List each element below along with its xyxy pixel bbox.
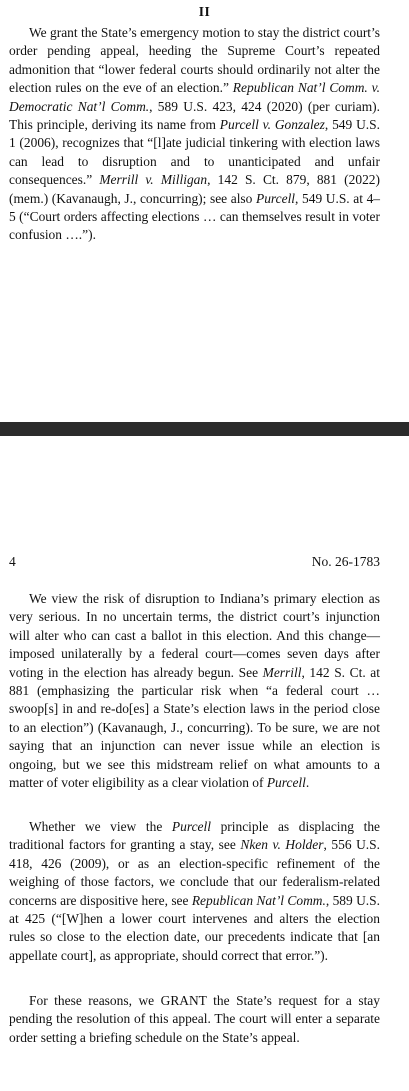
page-divider [0,422,409,436]
docket-number: No. 26-1783 [311,554,380,569]
section-heading: II [198,4,211,19]
opinion-page-bottom [0,436,409,1091]
page-number: 4 [9,554,16,569]
opinion-page-top [0,0,409,422]
paragraph-conclusion: For these reasons, we GRANT the State’s request for a stay pending the resolution of this appeal. The court will enter a separate order setting a briefing schedule on the State’s appeal. [9,993,380,1045]
paragraph-purcell-principle: Whether we view the Purcell principle as displacing the traditional factors for granting a stay, see Nken v. Holder, 556 U.S. 418, 426 (2009), or as an election-specific refinement of the weighing of those factors, we conclude that our federalism-related concerns are dispositive here, see Republican Nat’l Comm., 589 U.S. at 425 (“[W]hen a lower court intervenes and alters the election rules so close to the election date, our precedents indicate that [an appellate court], as appropriate, should correct that error.”). [9,819,381,963]
paragraph-stay-motion: We grant the State’s emergency motion to stay the district court’s order pending appeal, heeding the Supreme Court’s repeated admonition that “lower federal courts should ordinarily not alter the election rules on the eve of an election.” Republican Nat’l Comm. v. Democratic Nat’l Comm., 589 U.S. 423, 424 (2020) (per curiam). This principle, deriving its name from Purcell v. Gonzalez, 549 U.S. 1 (2006), recognizes that “[l]ate judicial tinkering with election laws can lead to disruption and to unanticipated and unfair consequences.” Merrill v. Milligan, 142 S. Ct. 879, 881 (2022) (mem.) (Kavanaugh, J., concurring); see also Purcell, 549 U.S. at 4–5 (“Court orders affecting elections … can themselves result in voter confusion ….”). [9,25,380,243]
paragraph-disruption-risk: We view the risk of disruption to Indiana’s primary election as very serious. In no uncertain terms, the district court’s injunction will alter who can cast a ballot in this election. And this change—imposed unilaterally by a federal court—comes seven days after voting in the election has already begun. See Merrill, 142 S. Ct. at 881 (emphasizing the particular risk when “a federal court … swoop[s] in and re-do[es] a State’s election laws in the period close to an election”) (Kavanaugh, J., concurring). To be sure, we are not saying that an injunction can never issue while an election is ongoing, but we see this midstream relief on what amounts to a matter of voter eligibility as a clear violation of Purcell. [9,591,380,791]
